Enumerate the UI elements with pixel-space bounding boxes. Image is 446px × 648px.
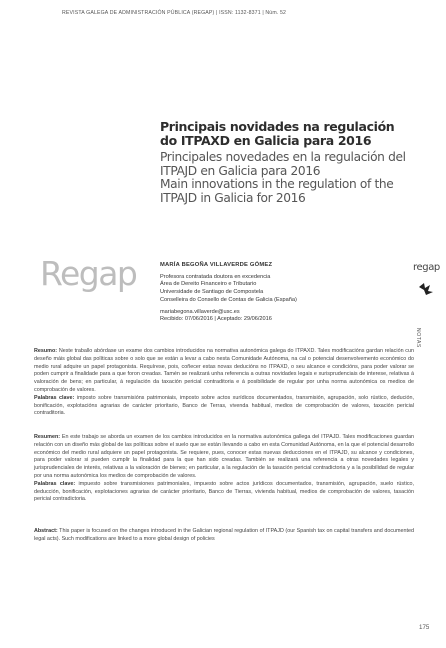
title-spanish: Principales novedades en la regulación del ITPAJD en Galicia para 2016: [160, 150, 406, 178]
abstract-gl-text: Neste traballo abórdase un exame dos cambios introducidos na normativa autonómica galega do ITPAXD. Tales modificacións gardan relación cun deseño máis global das políticas sobre o solo que se están a levar a cabo nesta Comunidade Autónoma, na cal o potencial desenvolvemento económico do medio rural adquire un papel protagonista. Requírese, pois, coñecer estas novas deducións no ITPAXD, o seu alcance e condicións, para poder valorar se poden cumprir a finalidade para a que foron creadas. Tamén se realizará unha referencia a outras novidades legais e xurisprudenciais de interese, relativas á valoración de bens; en particular, á regulación da taxación pericial contraditoria e á posibilidade de regular por unha norma autonómica os medios de comprobación de valores.: [34, 348, 414, 393]
received-accepted-dates: Recibido: 07/06/2016 | Aceptado: 29/06/2016: [160, 316, 272, 323]
keywords-gl-label: Palabras clave:: [34, 394, 75, 401]
author-area: Área de Dereito Financeiro e Tributario: [160, 281, 257, 288]
author-university: Universidade de Santiago de Compostela: [160, 289, 264, 296]
abstract-gl-paragraph: [34, 348, 414, 395]
author-council: Conselleira do Consello de Contas de Galicia (España): [160, 296, 297, 303]
keywords-gl-text: imposto sobre transmisións patrimoniais, imposto sobre actos xurídicos documentados, transmisión, agrupación, solo rústico, dedución, bonificación, explotacións agrarias de carácter prioritario, Banco de Terras, vivenda habitual, medios de comprobación de valores, taxación pericial contraditoria.: [34, 394, 414, 417]
abstract-spanish: [34, 434, 414, 504]
author-role: Profesora contratada doutora en excedencia: [160, 273, 271, 280]
keywords-es-label: Palabras clave:: [34, 480, 76, 487]
regap-logo-large: Regap: [40, 254, 137, 293]
abstract-galician: [34, 348, 414, 418]
author-block: [160, 262, 390, 324]
abstract-english: [34, 528, 414, 544]
author-name: MARÍA BEGOÑA VILLAVERDE GÓMEZ: [160, 262, 273, 268]
abstract-en-label: Abstract:: [34, 528, 58, 534]
abstract-es-paragraph: [34, 434, 414, 481]
title-block: [160, 120, 410, 205]
abstract-es-label: Resumen:: [34, 434, 61, 440]
keywords-gl: [34, 395, 414, 418]
abstract-en-paragraph: [34, 528, 414, 544]
running-header: REVISTA GALEGA DE ADMINISTRACIÓN PÚBLICA (REGAP) | ISSN: 1132-8371 | Núm. 52: [62, 10, 287, 16]
title-galician: Principais novidades na regulación do ITPAXD en Galicia para 2016: [160, 119, 395, 148]
abstract-gl-label: Resumo:: [34, 348, 58, 354]
title-english: Main innovations in the regulation of the ITPAJD in Galicia for 2016: [160, 177, 394, 205]
abstract-en-text: This paper is focused on the changes introduced in the Galician regional regulation of ITPAJD (our Spanish tax on capital transfers and documented legal acts). Such modifications are linked to a more global design of policies: [34, 528, 414, 542]
galicia-gov-icon: [418, 282, 434, 296]
regap-logo-small: regap: [413, 262, 440, 273]
author-email[interactable]: mariabegona.villaverde@usc.es: [160, 308, 240, 315]
keywords-es: [34, 481, 414, 504]
section-label-notas: NOTAS: [415, 328, 421, 348]
abstract-es-text: En este trabajo se aborda un examen de los cambios introducidos en la normativa autonómica gallega del ITPAJD. Tales modificaciones guardan relación con un diseño más global de las políticas sobre el suelo que se están llevando a cabo en esta Comunidad Autónoma, en la que el potencial desarrollo económico del medio rural adquiere un papel protagonista. Se requiere, pues, conocer estas nuevas deducciones en el ITPAJD, su alcance y condiciones, para poder valorar si pueden cumplir la finalidad para la que han sido creadas. También se realizará una referencia a otras novedades legales y jurisprudenciales de interés, relativas a la valoración de bienes; en particular, a la regulación de la tasación pericial contradictoria y a la posibilidad de regular por una norma autonómica los medios de comprobación de valores.: [34, 434, 415, 479]
page-number: 175: [419, 624, 430, 631]
keywords-es-text: impuesto sobre transmisiones patrimoniales, impuesto sobre actos jurídicos documentados, transmisión, agrupación, suelo rústico, deducción, bonificación, explotaciones agrarias de carácter prioritario, Banco de Tierras, vivienda habitual, medios de comprobación de valores, tasación pericial contradictoria.: [34, 480, 415, 503]
